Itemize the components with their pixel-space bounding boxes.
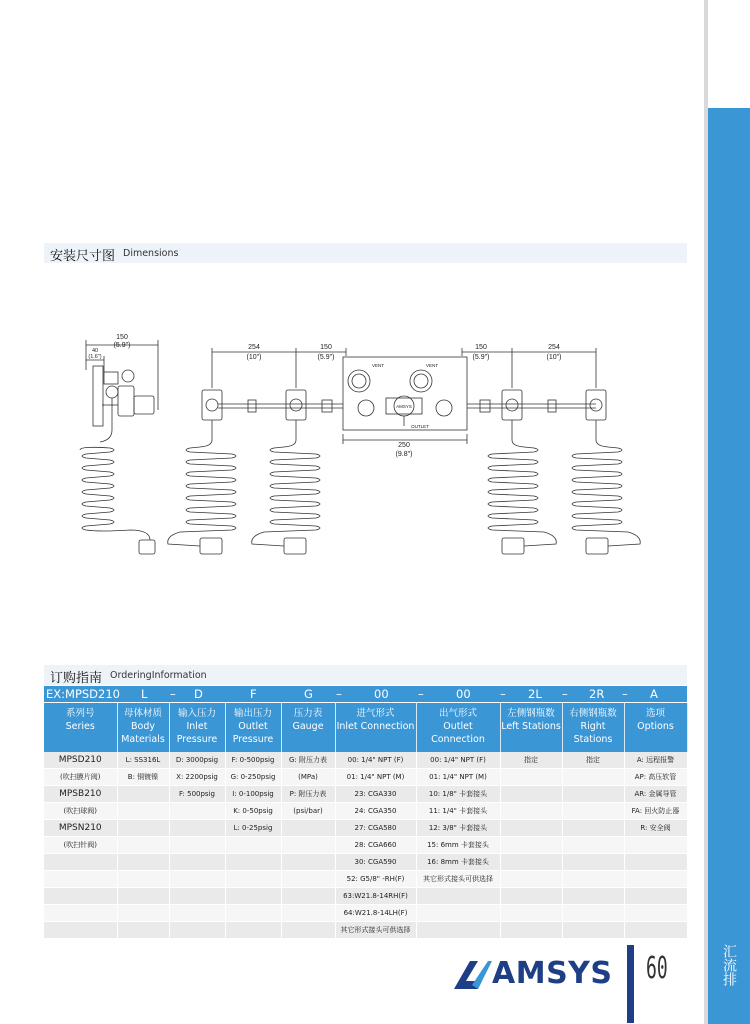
table-header-cell	[281, 703, 335, 752]
table-cell: 11: 1/4" 卡套接头	[416, 803, 500, 820]
table-cell	[117, 888, 169, 905]
page-number: 60	[646, 951, 668, 986]
table-cell: 63:W21.8-14RH(F)	[335, 888, 416, 905]
table-cell	[281, 922, 335, 939]
table-header-cell	[335, 703, 416, 752]
code-part: EX:MPSD210	[46, 687, 120, 701]
table-header-en: Inlet Connection	[336, 721, 415, 732]
side-bar-top	[708, 0, 750, 108]
code-part: –	[622, 687, 628, 701]
table-cell: A: 远程报警	[624, 752, 687, 769]
table-cell	[44, 854, 117, 871]
table-cell	[624, 905, 687, 922]
table-header-cell	[44, 703, 117, 752]
table-cell	[169, 803, 225, 820]
table-cell	[500, 922, 562, 939]
table-header-cn: 输入压力	[177, 708, 216, 719]
table-header-cn: 系列号	[65, 708, 95, 719]
table-cell	[117, 905, 169, 922]
table-cell	[562, 922, 624, 939]
table-cell: (吹扫球阀)	[44, 803, 117, 820]
table-cell	[562, 905, 624, 922]
table-cell: 52: G5/8" -RH(F)	[335, 871, 416, 888]
table-cell	[44, 905, 117, 922]
dim-150-right-in: (5.9")	[472, 354, 490, 361]
table-cell: 15: 6mm 卡套接头	[416, 837, 500, 854]
code-part: –	[170, 687, 176, 701]
table-cell	[562, 888, 624, 905]
table-cell: (吹扫膜片阀)	[44, 769, 117, 786]
table-cell: L: 0-25psig	[225, 820, 281, 837]
table-cell: 01: 1/4" NPT (M)	[416, 769, 500, 786]
table-cell	[225, 922, 281, 939]
table-header-en: Inlet Pressure	[176, 721, 218, 745]
table-cell: MPSB210	[44, 786, 117, 803]
dim-254-right-in: (10")	[546, 354, 562, 361]
table-row	[44, 922, 687, 939]
table-cell	[500, 871, 562, 888]
table-cell	[225, 871, 281, 888]
dim-250-in: (9.8")	[395, 451, 413, 458]
table-cell	[281, 871, 335, 888]
table-row	[44, 820, 687, 837]
ordering-heading-en: OrderingInformation	[110, 670, 207, 681]
table-cell	[624, 871, 687, 888]
table-cell: MPSD210	[44, 752, 117, 769]
table-cell	[225, 905, 281, 922]
table-cell: 00: 1/4" NPT (F)	[416, 752, 500, 769]
table-cell	[500, 786, 562, 803]
table-cell	[281, 888, 335, 905]
table-cell: 27: CGA580	[335, 820, 416, 837]
table-cell: AR: 金属导管	[624, 786, 687, 803]
table-header-cell	[416, 703, 500, 752]
table-cell: 指定	[562, 752, 624, 769]
table-cell: D: 3000psig	[169, 752, 225, 769]
table-cell	[562, 854, 624, 871]
table-row	[44, 871, 687, 888]
table-header-cell	[500, 703, 562, 752]
table-cell	[117, 803, 169, 820]
table-cell	[500, 888, 562, 905]
table-row	[44, 854, 687, 871]
table-header-cell	[117, 703, 169, 752]
table-header-cn: 母体材质	[123, 708, 162, 719]
table-cell: 24: CGA350	[335, 803, 416, 820]
label-vent-left: VENT	[371, 363, 385, 368]
table-row	[44, 837, 687, 854]
table-cell: 01: 1/4" NPT (M)	[335, 769, 416, 786]
side-color-bar	[708, 0, 750, 1024]
table-cell: FA: 回火防止器	[624, 803, 687, 820]
table-row	[44, 786, 687, 803]
table-cell	[169, 888, 225, 905]
table-cell: F: 500psig	[169, 786, 225, 803]
table-header-en: Body Materials	[121, 721, 165, 745]
table-header-cn: 进气形式	[356, 708, 395, 719]
table-cell	[117, 854, 169, 871]
table-header-cell	[624, 703, 687, 752]
table-cell	[500, 820, 562, 837]
dimensions-heading-en: Dimensions	[123, 248, 179, 259]
table-row	[44, 803, 687, 820]
code-part: 2L	[528, 687, 542, 701]
table-cell	[624, 854, 687, 871]
table-cell: F: 0-500psig	[225, 752, 281, 769]
table-cell	[225, 837, 281, 854]
table-cell	[281, 905, 335, 922]
table-cell	[117, 837, 169, 854]
category-label	[714, 944, 744, 990]
ordering-heading	[44, 665, 687, 685]
table-row	[44, 888, 687, 905]
table-cell	[169, 854, 225, 871]
table-cell: P: 附压力表	[281, 786, 335, 803]
table-cell	[562, 820, 624, 837]
table-cell: R: 安全阀	[624, 820, 687, 837]
table-cell	[500, 769, 562, 786]
table-cell: G: 0-250psig	[225, 769, 281, 786]
table-cell: 指定	[500, 752, 562, 769]
code-part: 00	[374, 687, 389, 701]
code-part: –	[500, 687, 506, 701]
table-header-en: Gauge	[292, 721, 324, 732]
table-header-en: Left Stations	[501, 721, 561, 732]
table-cell: B: 铜镀镍	[117, 769, 169, 786]
table-header-cn: 选项	[645, 708, 665, 719]
dim-254-left-in: (10")	[246, 354, 262, 361]
code-part: 00	[456, 687, 471, 701]
amsys-logo-icon	[452, 957, 492, 991]
ordering-heading-cn: 订购指南	[50, 671, 103, 686]
table-cell: 23: CGA330	[335, 786, 416, 803]
model-code-row	[44, 686, 687, 702]
table-header-cn: 输出压力	[233, 708, 272, 719]
dim-40-in: (1.6")	[88, 354, 102, 360]
code-part: A	[650, 687, 658, 701]
code-part: F	[250, 687, 257, 701]
table-cell: (吹扫针阀)	[44, 837, 117, 854]
table-header-cn: 出气形式	[438, 708, 477, 719]
table-cell: 64:W21.8-14LH(F)	[335, 905, 416, 922]
code-part: –	[336, 687, 342, 701]
table-cell: 其它形式接头可供选择	[335, 922, 416, 939]
table-cell	[169, 837, 225, 854]
table-cell	[562, 769, 624, 786]
table-cell: (MPa)	[281, 769, 335, 786]
label-panel-brand: AMSYS	[396, 404, 412, 409]
dim-254-left: 254	[248, 344, 260, 351]
table-cell	[416, 922, 500, 939]
table-cell	[562, 786, 624, 803]
table-cell: 28: CGA660	[335, 837, 416, 854]
dim-150-right: 150	[475, 344, 487, 351]
table-cell	[416, 905, 500, 922]
table-cell	[169, 905, 225, 922]
table-cell	[500, 905, 562, 922]
table-cell: 12: 3/8" 卡套接头	[416, 820, 500, 837]
code-part: –	[562, 687, 568, 701]
ordering-table	[44, 703, 688, 939]
table-header-cn: 右侧钢瓶数	[569, 708, 617, 719]
table-cell	[281, 854, 335, 871]
table-cell	[500, 837, 562, 854]
dim-40: 40	[91, 348, 99, 354]
table-cell	[281, 820, 335, 837]
brand-wordmark: AMSYS	[492, 956, 613, 991]
table-cell	[281, 837, 335, 854]
table-cell: 10: 1/8" 卡套接头	[416, 786, 500, 803]
table-cell	[500, 854, 562, 871]
table-cell: X: 2200psig	[169, 769, 225, 786]
dimension-drawing	[0, 320, 700, 570]
table-cell	[44, 888, 117, 905]
table-header-en: Series	[65, 721, 95, 732]
table-row	[44, 905, 687, 922]
dim-150-left-in: (5.9")	[317, 354, 335, 361]
table-cell	[624, 837, 687, 854]
table-cell	[169, 820, 225, 837]
table-header-en: Outlet Pressure	[232, 721, 274, 745]
table-cell: 16: 8mm 卡套接头	[416, 854, 500, 871]
table-header-cell	[562, 703, 624, 752]
table-header-en: Outlet Connection	[431, 721, 485, 745]
table-cell: AP: 高压软管	[624, 769, 687, 786]
dimensions-heading-cn: 安装尺寸图	[50, 249, 116, 264]
table-cell: G: 附压力表	[281, 752, 335, 769]
table-header-cell	[169, 703, 225, 752]
table-header-en: Options	[637, 721, 674, 732]
table-cell	[117, 820, 169, 837]
table-cell	[169, 871, 225, 888]
table-cell: I: 0-100psig	[225, 786, 281, 803]
dim-254-right: 254	[548, 344, 560, 351]
dimensions-heading	[44, 243, 687, 263]
table-cell	[500, 803, 562, 820]
table-cell: 00: 1/4" NPT (F)	[335, 752, 416, 769]
table-header-en: Right Stations	[573, 721, 613, 745]
table-cell: (psi/bar)	[281, 803, 335, 820]
table-cell	[225, 888, 281, 905]
table-header-cell	[225, 703, 281, 752]
table-cell	[44, 871, 117, 888]
table-cell	[624, 888, 687, 905]
label-vent-right: VENT	[425, 363, 439, 368]
table-cell	[562, 803, 624, 820]
code-part: L	[141, 687, 148, 701]
label-outlet: OUTLET	[411, 424, 429, 429]
table-cell	[624, 922, 687, 939]
table-cell	[225, 854, 281, 871]
table-cell: K: 0-50psig	[225, 803, 281, 820]
dim-150-side: 150	[116, 334, 128, 341]
table-cell	[416, 888, 500, 905]
table-header-cn: 压力表	[293, 708, 323, 719]
table-cell: 30: CGA590	[335, 854, 416, 871]
category-text: 汇流排	[721, 944, 737, 986]
code-part: G	[304, 687, 313, 701]
dim-150-left: 150	[320, 344, 332, 351]
table-cell	[117, 922, 169, 939]
table-cell	[562, 837, 624, 854]
table-header-cn: 左侧钢瓶数	[507, 708, 555, 719]
table-row	[44, 769, 687, 786]
table-cell: L: SS316L	[117, 752, 169, 769]
dim-250: 250	[398, 442, 410, 449]
code-part: 2R	[589, 687, 605, 701]
table-cell	[117, 871, 169, 888]
table-cell	[44, 922, 117, 939]
table-cell: MPSN210	[44, 820, 117, 837]
table-cell	[169, 922, 225, 939]
table-cell	[562, 871, 624, 888]
code-part: –	[418, 687, 424, 701]
page-number-divider	[627, 945, 634, 1023]
dim-150-side-in: (5.9")	[113, 342, 131, 349]
code-part: D	[194, 687, 203, 701]
table-cell	[117, 786, 169, 803]
table-row	[44, 752, 687, 769]
table-cell: 其它形式接头可供选择	[416, 871, 500, 888]
